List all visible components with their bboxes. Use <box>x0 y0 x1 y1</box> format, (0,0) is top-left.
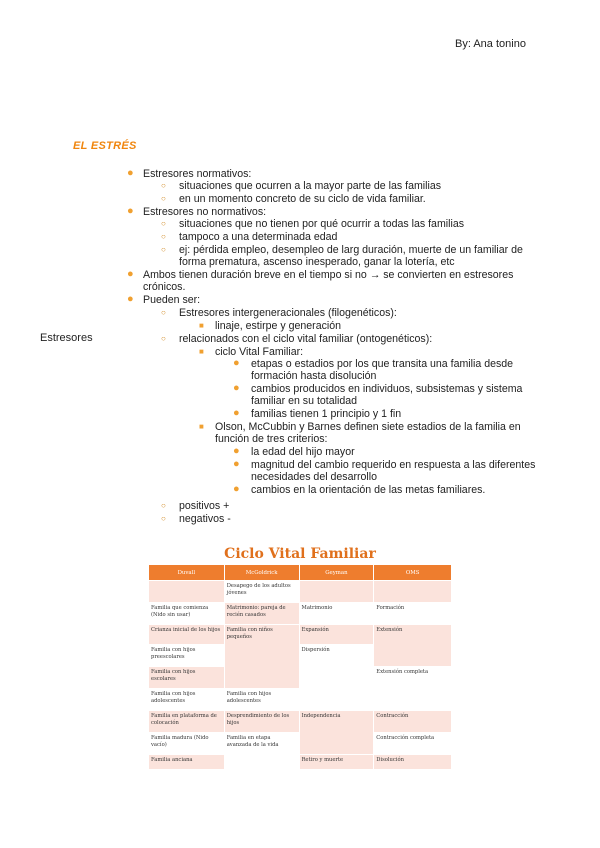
table-cell: Familia madura (Nido vacío) <box>149 733 225 755</box>
bullet-circle-icon: ○ <box>161 514 166 523</box>
bullet-square-icon: ■ <box>199 347 204 356</box>
table-cell: Matrimonio <box>299 603 374 625</box>
table-row <box>149 603 452 625</box>
table-row <box>149 625 452 645</box>
bullet-disc-icon: ● <box>127 205 134 217</box>
table-row <box>149 581 452 603</box>
table-cell <box>299 689 374 711</box>
column-header: OMS <box>374 565 452 581</box>
outline-item: cambios producidos en individuos, subsistemas y sistema <box>251 383 523 395</box>
table-cell: Familia en etapa avanzada de la vida <box>224 733 299 770</box>
outline-item: ej: pérdida empleo, desempleo de larg duración, muerte de un familiar de <box>179 244 523 256</box>
bullet-circle-icon: ○ <box>161 219 166 228</box>
outline-item: ciclo Vital Familiar: <box>215 346 304 358</box>
outline-item: relacionados con el ciclo vital familiar (ontogenéticos): <box>179 333 433 345</box>
bullet-disc-icon: ● <box>233 445 240 457</box>
bullet-disc-icon: ● <box>233 407 240 419</box>
outline-item: necesidades del desarrollo <box>251 471 378 483</box>
table-cell: Dispersión <box>299 645 374 689</box>
outline-item: formación hasta disolución <box>251 370 377 382</box>
table-cell: Familia que comienza (Nido sin usar) <box>149 603 225 625</box>
table-cell: Contracción completa <box>374 733 452 755</box>
table-cell <box>149 581 225 603</box>
table-title: Ciclo Vital Familiar <box>224 546 376 562</box>
outline-item: Estresores intergeneracionales (filogenéticos): <box>179 307 397 319</box>
table-cell: Familia anciana <box>149 755 225 770</box>
table-cell: Crianza inicial de los hijos <box>149 625 225 645</box>
outline-item: forma prematura, ascenso inesperado, ganar la lotería, etc <box>179 256 455 268</box>
bullet-circle-icon: ○ <box>161 501 166 510</box>
outline-item: tampoco a una determinada edad <box>179 231 338 243</box>
table-cell: Familia con hijos preescolares <box>149 645 225 667</box>
outline-item: Olson, McCubbin y Barnes definen siete estadios de la familia en <box>215 421 521 433</box>
table-row <box>149 711 452 733</box>
bullet-disc-icon: ● <box>233 483 240 495</box>
table-cell: Formación <box>374 603 452 625</box>
table-cell: Familia con niños pequeños <box>224 625 299 689</box>
bullet-disc-icon: ● <box>233 382 240 394</box>
table-cell: Desprendimiento de los hijos <box>224 711 299 733</box>
bullet-square-icon: ■ <box>199 321 204 330</box>
outline-item: en un momento concreto de su ciclo de vida familiar. <box>179 193 426 205</box>
outline-item: situaciones que ocurren a la mayor parte de las familias <box>179 180 442 192</box>
outline-item: Pueden ser: <box>143 294 201 306</box>
table-row <box>149 755 452 770</box>
table-cell: Extensión <box>374 625 452 667</box>
bullet-circle-icon: ○ <box>161 194 166 203</box>
bullet-square-icon: ■ <box>199 422 204 431</box>
column-header: McGoldrick <box>224 565 299 581</box>
table-cell: Desapego de los adultos jóvenes <box>224 581 299 603</box>
outline-item: crónicos. <box>143 281 186 293</box>
bullet-circle-icon: ○ <box>161 181 166 190</box>
table-cell: Independencia <box>299 711 374 755</box>
outline-item: linaje, estirpe y generación <box>215 320 342 332</box>
bullet-circle-icon: ○ <box>161 308 166 317</box>
bullet-disc-icon: ● <box>127 293 134 305</box>
section-title: EL ESTRÉS <box>73 140 137 152</box>
bullet-disc-icon: ● <box>127 268 134 280</box>
side-label: Estresores <box>40 332 93 344</box>
table-cell: Disolución <box>374 755 452 770</box>
table-cell: Extensión completa <box>374 667 452 711</box>
table-cell <box>299 581 374 603</box>
table-cell: Expansión <box>299 625 374 645</box>
bullet-disc-icon: ● <box>127 167 134 179</box>
table-cell: Familia con hijos adolescentes <box>149 689 225 711</box>
outline-item: positivos + <box>179 500 230 512</box>
outline-item: la edad del hijo mayor <box>251 446 355 458</box>
outline-item: familiar en su totalidad <box>251 395 357 407</box>
outline-item: negativos - <box>179 513 231 525</box>
table-cell: Familia en plataforma de colocación <box>149 711 225 733</box>
table-cell: Contracción <box>374 711 452 733</box>
outline-item: cambios en la orientación de las metas familiares. <box>251 484 486 496</box>
bullet-circle-icon: ○ <box>161 232 166 241</box>
outline-item: magnitud del cambio requerido en respuesta a las diferentes <box>251 459 536 471</box>
author-byline: By: Ana tonino <box>455 38 526 50</box>
column-header: Duvall <box>149 565 225 581</box>
column-header: Geyman <box>299 565 374 581</box>
bullet-disc-icon: ● <box>233 458 240 470</box>
table-cell: Familia con hijos adolescentes <box>224 689 299 711</box>
table-cell: Matrimonio: pareja de recién casados <box>224 603 299 625</box>
outline-item: Ambos tienen duración breve en el tiempo si no → se convierten en estresores <box>143 269 514 281</box>
outline-item: etapas o estadios por los que transita una familia desde <box>251 358 514 370</box>
outline-item: Estresores no normativos: <box>143 206 267 218</box>
bullet-disc-icon: ● <box>233 357 240 369</box>
table-header-row <box>149 565 452 581</box>
outline-item: situaciones que no tienen por qué ocurrir a todas las familias <box>179 218 465 230</box>
table-cell <box>374 581 452 603</box>
outline-item: familias tienen 1 principio y 1 fin <box>251 408 402 420</box>
outline-item: Estresores normativos: <box>143 168 252 180</box>
table-cell: Retiro y muerte <box>299 755 374 770</box>
table-cell: Familia con hijos escolares <box>149 667 225 689</box>
bullet-circle-icon: ○ <box>161 334 166 343</box>
outline-item: función de tres criterios: <box>215 433 328 445</box>
ciclo-vital-table <box>148 564 452 770</box>
bullet-circle-icon: ○ <box>161 245 166 254</box>
